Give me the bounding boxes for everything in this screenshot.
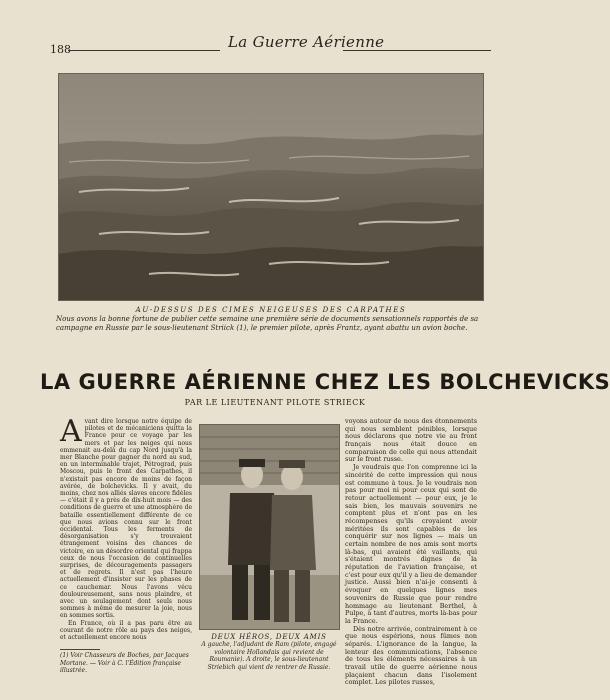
- top-caption-text: Nous avons la bonne fortune de publier cette semaine une première série de documents sensationnels rapportés de sa campagne en Russie par le sous-lieutenant Striick (1), le premier pilote, après Frantz, ayant abattu un avion boche.: [56, 315, 479, 332]
- mid-caption-title: DEUX HÉROS, DEUX AMIS: [211, 633, 327, 641]
- left-column: [60, 414, 193, 642]
- carpathians-photo: [58, 73, 484, 301]
- mid-caption-text: A gauche, l'adjudant de Ram (pilote, engagé volontaire Hollandais qui revient de Roumanie). A droite, le sous-lieutenant Striebich qui vient de rentrer de Russie.: [201, 641, 337, 671]
- left-paragraph-1: vant dire lorsque notre équipe de pilotes et de mécaniciens quitta la France pour ce voyage par les mers et par les neiges qui nous emmenait au-delà du cap Nord jusqu'à la mer Blanche pour gagner du nord au sud, en un interminable trajet, Pétrograd, puis Moscou, puis le front des Carpathes, il n'existait pas encore de moins de façon avérée, de bolchevicks. Il y avait, du moins, chez nos alliés slaves encore fidèles — c'était il y a près de dix-huit mois — des conditions de guerre et une atmosphère de bataille essentiellement différente de ce que nous avions connu sur le front occidental. Tous les ferments de désorganisation s'y trouvaient étrangement voisins des chances de victoire, en un désordre oriental qui frappa ceux de nous l'occasion de continuelles surprises, de découragements passagers et de regrets. Il n'est pas l'heure actuellement d'insister sur les phases de ce cauchemar. Nous l'avons vécu douloureusement, sans nous plaindre, et avec un soulagement dont seuls nous sommes à même de mesurer la joie, nous en sommes sortis.: [60, 418, 193, 620]
- right-paragraph-1: voyons autour de nous des étonnements qui nous semblent pénibles, lorsque nous déclarons que notre vie au front français nous était douce en comparaison de celle qui nous attendait sur le front russe.: [345, 417, 477, 464]
- page-header: [50, 33, 495, 61]
- two-aviators-photo: [199, 424, 340, 630]
- running-title: La Guerre Aérienne: [228, 33, 385, 51]
- footnote-rule: [60, 649, 100, 650]
- top-caption-title: AU-DESSUS DES CIMES NEIGEUSES DES CARPATHES: [135, 306, 407, 314]
- header-rule-left: [68, 50, 220, 51]
- page-number: 188: [50, 43, 71, 56]
- article-byline: PAR LE LIEUTENANT PILOTE STRIECK: [184, 398, 366, 407]
- mid-photo-caption: [198, 634, 340, 671]
- right-column: [345, 418, 477, 687]
- top-photo-caption: [56, 306, 486, 333]
- right-paragraph-3: Dès notre arrivée, contrairement à ce que nous espérions, nous fûmes non séparés. L'ignorance de la langue, la lenteur des communications, l'absence de tous les éléments nécessaires à un travail utile de guerre aérienne nous plaçaient chacun dans l'isolement complet. Les pilotes russes,: [345, 624, 477, 687]
- footnote: [60, 649, 192, 675]
- footnote-text: (1) Voir Chasseurs de Boches, par Jacques Mortane. — Voir à C. l'Édition française illustrée.: [60, 652, 189, 674]
- header-rule-right: [343, 50, 491, 51]
- article-headline: LA GUERRE AÉRIENNE CHEZ LES BOLCHEVICKS: [40, 370, 610, 394]
- right-paragraph-2: Je voudrais que l'on comprenne ici la sincérité de cette impression qui nous est commune à tous. Je le voudrais non pas pour moi ni pour ceux qui sont de retour actuellement — pour eux, je le sais bien, les mauvais souvenirs ne comptent plus et n'ont pas en les récompenses qu'ils croyaient avoir méritées ils sont capables de les conquérir sur nos lignes — mais un certain nombre de nos amis sont morts là-bas, qui avaient été vaillants, qui s'étaient montrés dignes de la réputation de l'aviation française, et c'est pour eux qu'il y a lieu de demander justice. Aussi bien n'ai-je consenti à évoquer en quelques lignes mes souvenirs de Russie que pour rendre hommage au lieutenant Berthel, à Pulpe, à tant d'autres, morts là-bas pour la France.: [345, 463, 477, 625]
- drop-cap: A: [60, 414, 82, 449]
- left-paragraph-2: En France, où il a pas paru être au courant de notre rôle au pays des neiges, et actuellement encore nous: [60, 619, 192, 642]
